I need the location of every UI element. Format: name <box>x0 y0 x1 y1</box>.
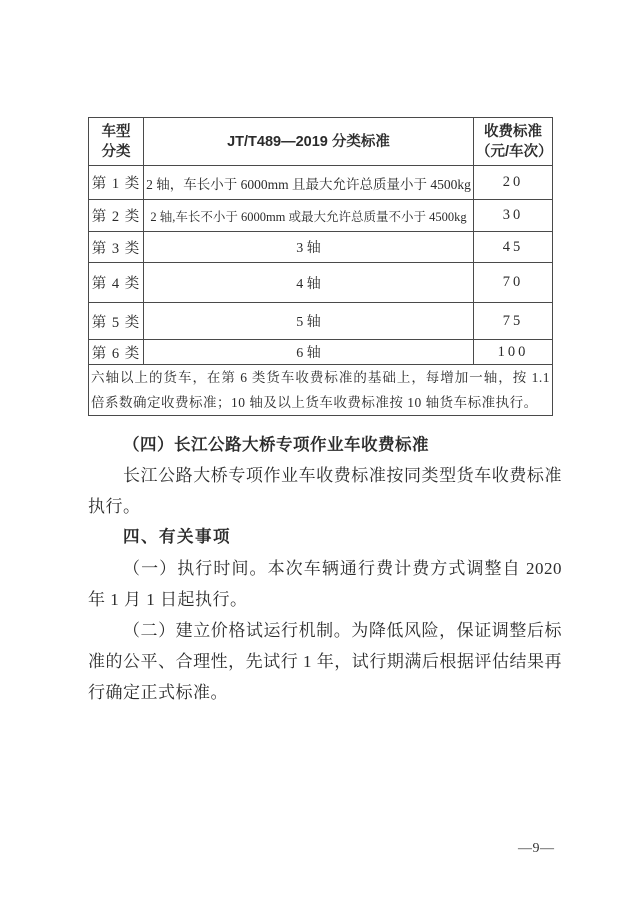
table-row <box>89 232 553 263</box>
vehicle-class-cell: 第 6 类 <box>89 340 144 365</box>
header-vehicle-class-line1: 车型 <box>101 123 131 140</box>
fee-cell: 100 <box>474 340 553 365</box>
header-vehicle-class-line2: 分类 <box>101 143 131 160</box>
table-row <box>89 340 553 365</box>
subsection-heading-four: （四）长江公路大桥专项作业车收费标准 <box>123 435 429 454</box>
paragraph-execution-time: （一）执行时间。本次车辆通行费计费方式调整自 2020 年 1 月 1 日起执行。 <box>88 559 562 609</box>
standard-cell: 5 轴 <box>144 303 474 340</box>
standard-cell: 3 轴 <box>144 232 474 263</box>
paragraph-trial-mechanism: （二）建立价格试运行机制。为降低风险，保证调整后标准的公平、合理性，先试行 1 年，试行期满后根据评估结果再行确定正式标准。 <box>88 621 562 702</box>
fee-cell: 70 <box>474 263 553 303</box>
document-content <box>88 117 562 708</box>
header-vehicle-class <box>89 118 144 166</box>
standard-cell: 6 轴 <box>144 340 474 365</box>
header-fee-line2: （元/车次） <box>476 143 553 160</box>
standard-cell: 2 轴,车长不小于 6000mm 或最大允许总质量不小于 4500kg <box>144 200 474 232</box>
body-text <box>88 429 562 708</box>
header-fee-standard <box>474 118 553 166</box>
page-number: —9— <box>518 841 555 856</box>
table-note: 六轴以上的货车，在第 6 类货车收费标准的基础上，每增加一轴，按 1.1 倍系数确定收费标准；10 轴及以上货车收费标准按 10 轴货车标准执行。 <box>89 365 553 416</box>
fee-cell: 30 <box>474 200 553 232</box>
vehicle-class-cell: 第 2 类 <box>89 200 144 232</box>
vehicle-class-cell: 第 1 类 <box>89 166 144 200</box>
toll-fee-table <box>88 117 553 416</box>
vehicle-class-cell: 第 3 类 <box>89 232 144 263</box>
table-row <box>89 263 553 303</box>
standard-cell: 4 轴 <box>144 263 474 303</box>
fee-cell: 20 <box>474 166 553 200</box>
header-fee-line1: 收费标准 <box>484 123 542 140</box>
table-row <box>89 200 553 232</box>
paragraph-bridge-fee: 长江公路大桥专项作业车收费标准按同类型货车收费标准执行。 <box>88 466 562 516</box>
vehicle-class-cell: 第 4 类 <box>89 263 144 303</box>
fee-cell: 45 <box>474 232 553 263</box>
table-header-row <box>89 118 553 166</box>
header-classification-standard: JT/T489—2019 分类标准 <box>144 118 474 166</box>
section-heading-matters: 四、有关事项 <box>123 528 231 546</box>
fee-cell: 75 <box>474 303 553 340</box>
table-note-row <box>89 365 553 416</box>
table-row <box>89 166 553 200</box>
table-row <box>89 303 553 340</box>
standard-cell: 2 轴，车长小于 6000mm 且最大允许总质量小于 4500kg <box>144 166 474 200</box>
vehicle-class-cell: 第 5 类 <box>89 303 144 340</box>
